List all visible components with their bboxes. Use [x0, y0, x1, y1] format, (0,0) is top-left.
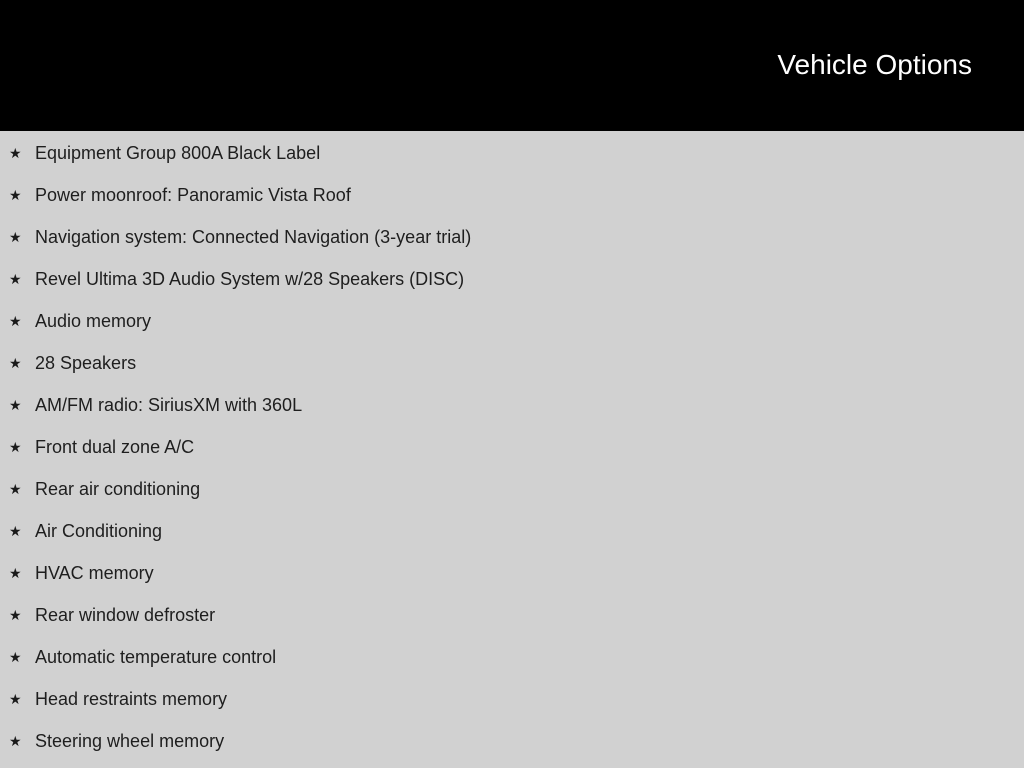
option-label: Front dual zone A/C [35, 437, 195, 457]
star-icon: ★ [9, 271, 22, 287]
star-icon: ★ [9, 523, 22, 539]
option-label: Air Conditioning [35, 521, 163, 541]
list-item [0, 384, 1024, 426]
header-bar [0, 0, 1024, 131]
vehicle-options-list [0, 131, 1024, 768]
list-item [0, 132, 1024, 174]
star-icon: ★ [9, 607, 22, 623]
option-label: Revel Ultima 3D Audio System w/28 Speakers (DISC) [35, 269, 465, 289]
option-label: Navigation system: Connected Navigation (3-year trial) [35, 227, 472, 247]
list-item [0, 342, 1024, 384]
list-item [0, 468, 1024, 510]
option-label: Steering wheel memory [35, 731, 225, 751]
list-item [0, 510, 1024, 552]
star-icon: ★ [9, 691, 22, 707]
star-icon: ★ [9, 397, 22, 413]
option-label: Audio memory [35, 311, 152, 331]
option-label: Power moonroof: Panoramic Vista Roof [35, 185, 351, 205]
list-item [0, 552, 1024, 594]
star-icon: ★ [9, 145, 22, 161]
list-item [0, 594, 1024, 636]
list-item [0, 678, 1024, 720]
list-item [0, 636, 1024, 678]
list-item [0, 720, 1024, 762]
list-item [0, 216, 1024, 258]
option-label: AM/FM radio: SiriusXM with 360L [35, 395, 303, 415]
option-label: 28 Speakers [35, 353, 137, 373]
option-label: Head restraints memory [35, 689, 228, 709]
option-label: HVAC memory [35, 563, 154, 583]
star-icon: ★ [9, 355, 22, 371]
option-label: Rear window defroster [35, 605, 216, 625]
star-icon: ★ [9, 733, 22, 749]
star-icon: ★ [9, 481, 22, 497]
list-item [0, 258, 1024, 300]
star-icon: ★ [9, 649, 22, 665]
option-label: Rear air conditioning [35, 479, 201, 499]
option-label: Automatic temperature control [35, 647, 277, 667]
star-icon: ★ [9, 229, 22, 245]
star-icon: ★ [9, 439, 22, 455]
page-title: Vehicle Options [777, 49, 972, 80]
star-icon: ★ [9, 187, 22, 203]
star-icon: ★ [9, 313, 22, 329]
list-item [0, 174, 1024, 216]
list-item [0, 426, 1024, 468]
option-label: Equipment Group 800A Black Label [35, 143, 321, 163]
list-item [0, 300, 1024, 342]
star-icon: ★ [9, 565, 22, 581]
